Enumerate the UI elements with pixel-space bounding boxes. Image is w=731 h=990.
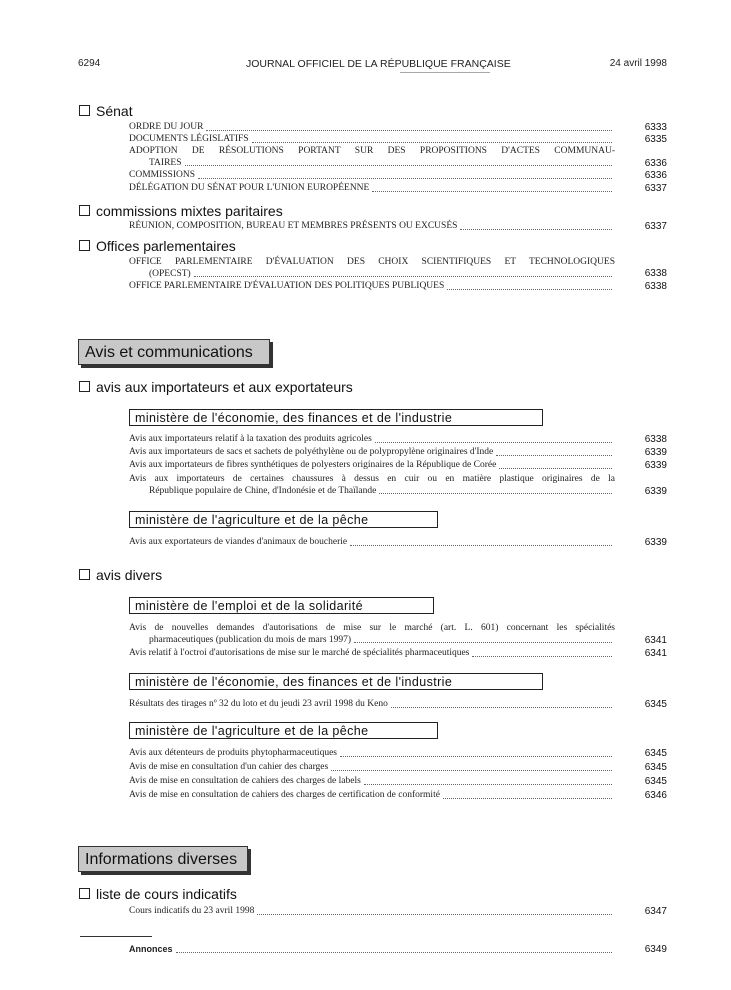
toc-page: 6338 <box>644 268 667 279</box>
toc-entry: OFFICE PARLEMENTAIRE D'ÉVALUATION DES POLITIQUES PUBLIQUES <box>129 281 615 293</box>
toc-entry: Avis aux exportateurs de viandes d'animaux de boucherie <box>129 537 615 549</box>
toc-page: 6345 <box>644 748 667 759</box>
section-senat: Sénat <box>79 103 133 119</box>
banner-avis-communications: Avis et communications <box>78 339 270 365</box>
toc-page: 6335 <box>644 134 667 145</box>
toc-page: 6337 <box>644 183 667 194</box>
section-divers: avis divers <box>79 567 162 583</box>
checkbox-icon <box>79 105 90 116</box>
toc-page: 6347 <box>644 906 667 917</box>
checkbox-icon <box>79 205 90 216</box>
toc-page: 6345 <box>644 762 667 773</box>
toc-entry: DOCUMENTS LÉGISLATIFS <box>129 134 615 146</box>
toc-page: 6336 <box>644 158 667 169</box>
ministry-economie: ministère de l'économie, des finances et de l'industrie <box>129 673 543 690</box>
journal-title: JOURNAL OFFICIEL DE LA RÉPUBLIQUE FRANÇAISE <box>246 58 511 70</box>
section-offices: Offices parlementaires <box>79 238 236 254</box>
toc-entry: RÉUNION, COMPOSITION, BUREAU ET MEMBRES PRÉSENTS OU EXCUSÉS <box>129 221 615 233</box>
ministry-agriculture: ministère de l'agriculture et de la pêche <box>129 722 438 739</box>
toc-page: 6339 <box>644 486 667 497</box>
ministry-economie: ministère de l'économie, des finances et de l'industrie <box>129 409 543 426</box>
toc-entry: OFFICE PARLEMENTAIRE D'ÉVALUATION DES CHOIX SCIENTIFIQUES ET TECHNOLOGIQUES (OPECST) <box>129 257 615 279</box>
toc-entry: Résultats des tirages nº 32 du loto et du jeudi 23 avril 1998 du Keno <box>129 699 615 711</box>
toc-page: 6336 <box>644 170 667 181</box>
toc-entry: DÉLÉGATION DU SÉNAT POUR L'UNION EUROPÉENNE <box>129 183 615 195</box>
toc-page: 6338 <box>644 281 667 292</box>
ministry-emploi: ministère de l'emploi et de la solidarité <box>129 597 434 614</box>
toc-page: 6345 <box>644 776 667 787</box>
toc-entry: Avis de mise en consultation de cahiers des charges de labels <box>129 776 615 788</box>
toc-page: 6339 <box>644 460 667 471</box>
toc-entry: COMMISSIONS <box>129 170 615 182</box>
toc-page: 6349 <box>644 944 667 955</box>
section-importateurs: avis aux importateurs et aux exportateurs <box>79 379 353 395</box>
page-number: 6294 <box>78 58 101 69</box>
toc-page: 6341 <box>644 648 667 659</box>
separator-rule <box>80 936 152 937</box>
toc-page: 6341 <box>644 635 667 646</box>
toc-page: 6346 <box>644 790 667 801</box>
toc-entry: Avis aux importateurs relatif à la taxation des produits agricoles <box>129 434 615 446</box>
checkbox-icon <box>79 888 90 899</box>
toc-page: 6338 <box>644 434 667 445</box>
toc-entry: Avis relatif à l'octroi d'autorisations de mise sur le marché de spécialités pharmaceutiques <box>129 648 615 660</box>
header-mark <box>400 72 490 73</box>
toc-entry: Avis aux importateurs de sacs et sachets de polyéthylène ou de polypropylène originaires d'Inde <box>129 447 615 459</box>
toc-entry-annonces: Annonces <box>129 944 615 956</box>
checkbox-icon <box>79 381 90 392</box>
header-date: 24 avril 1998 <box>609 58 667 69</box>
toc-page: 6339 <box>644 447 667 458</box>
ministry-agriculture: ministère de l'agriculture et de la pêche <box>129 511 438 528</box>
section-commissions: commissions mixtes paritaires <box>79 203 283 219</box>
banner-informations-diverses: Informations diverses <box>78 846 248 872</box>
toc-entry: Avis de nouvelles demandes d'autorisations de mise sur le marché (art. L. 601) concernant les spécialités pharmaceutiques (publication du mois de mars 1997) <box>129 623 615 645</box>
toc-page: 6333 <box>644 122 667 133</box>
toc-page: 6337 <box>644 221 667 232</box>
toc-entry: Avis aux importateurs de certaines chaussures à dessus en cuir ou en matière plastique originaires de la République populaire de Chine, d'Indonésie et de Thaïlande <box>129 474 615 496</box>
checkbox-icon <box>79 569 90 580</box>
toc-page: 6339 <box>644 537 667 548</box>
toc-entry: Avis aux importateurs de fibres synthétiques de polyesters originaires de la République de Corée <box>129 460 615 472</box>
toc-entry: ORDRE DU JOUR <box>129 122 615 134</box>
toc-entry: Cours indicatifs du 23 avril 1998 <box>129 906 615 918</box>
toc-entry: ADOPTION DE RÉSOLUTIONS PORTANT SUR DES PROPOSITIONS D'ACTES COMMUNAU- TAIRES <box>129 146 615 168</box>
checkbox-icon <box>79 240 90 251</box>
toc-entry: Avis aux détenteurs de produits phytopharmaceutiques <box>129 748 615 760</box>
toc-entry: Avis de mise en consultation d'un cahier des charges <box>129 762 615 774</box>
toc-entry: Avis de mise en consultation de cahiers des charges de certification de conformité <box>129 790 615 802</box>
toc-page: 6345 <box>644 699 667 710</box>
section-cours: liste de cours indicatifs <box>79 886 237 902</box>
